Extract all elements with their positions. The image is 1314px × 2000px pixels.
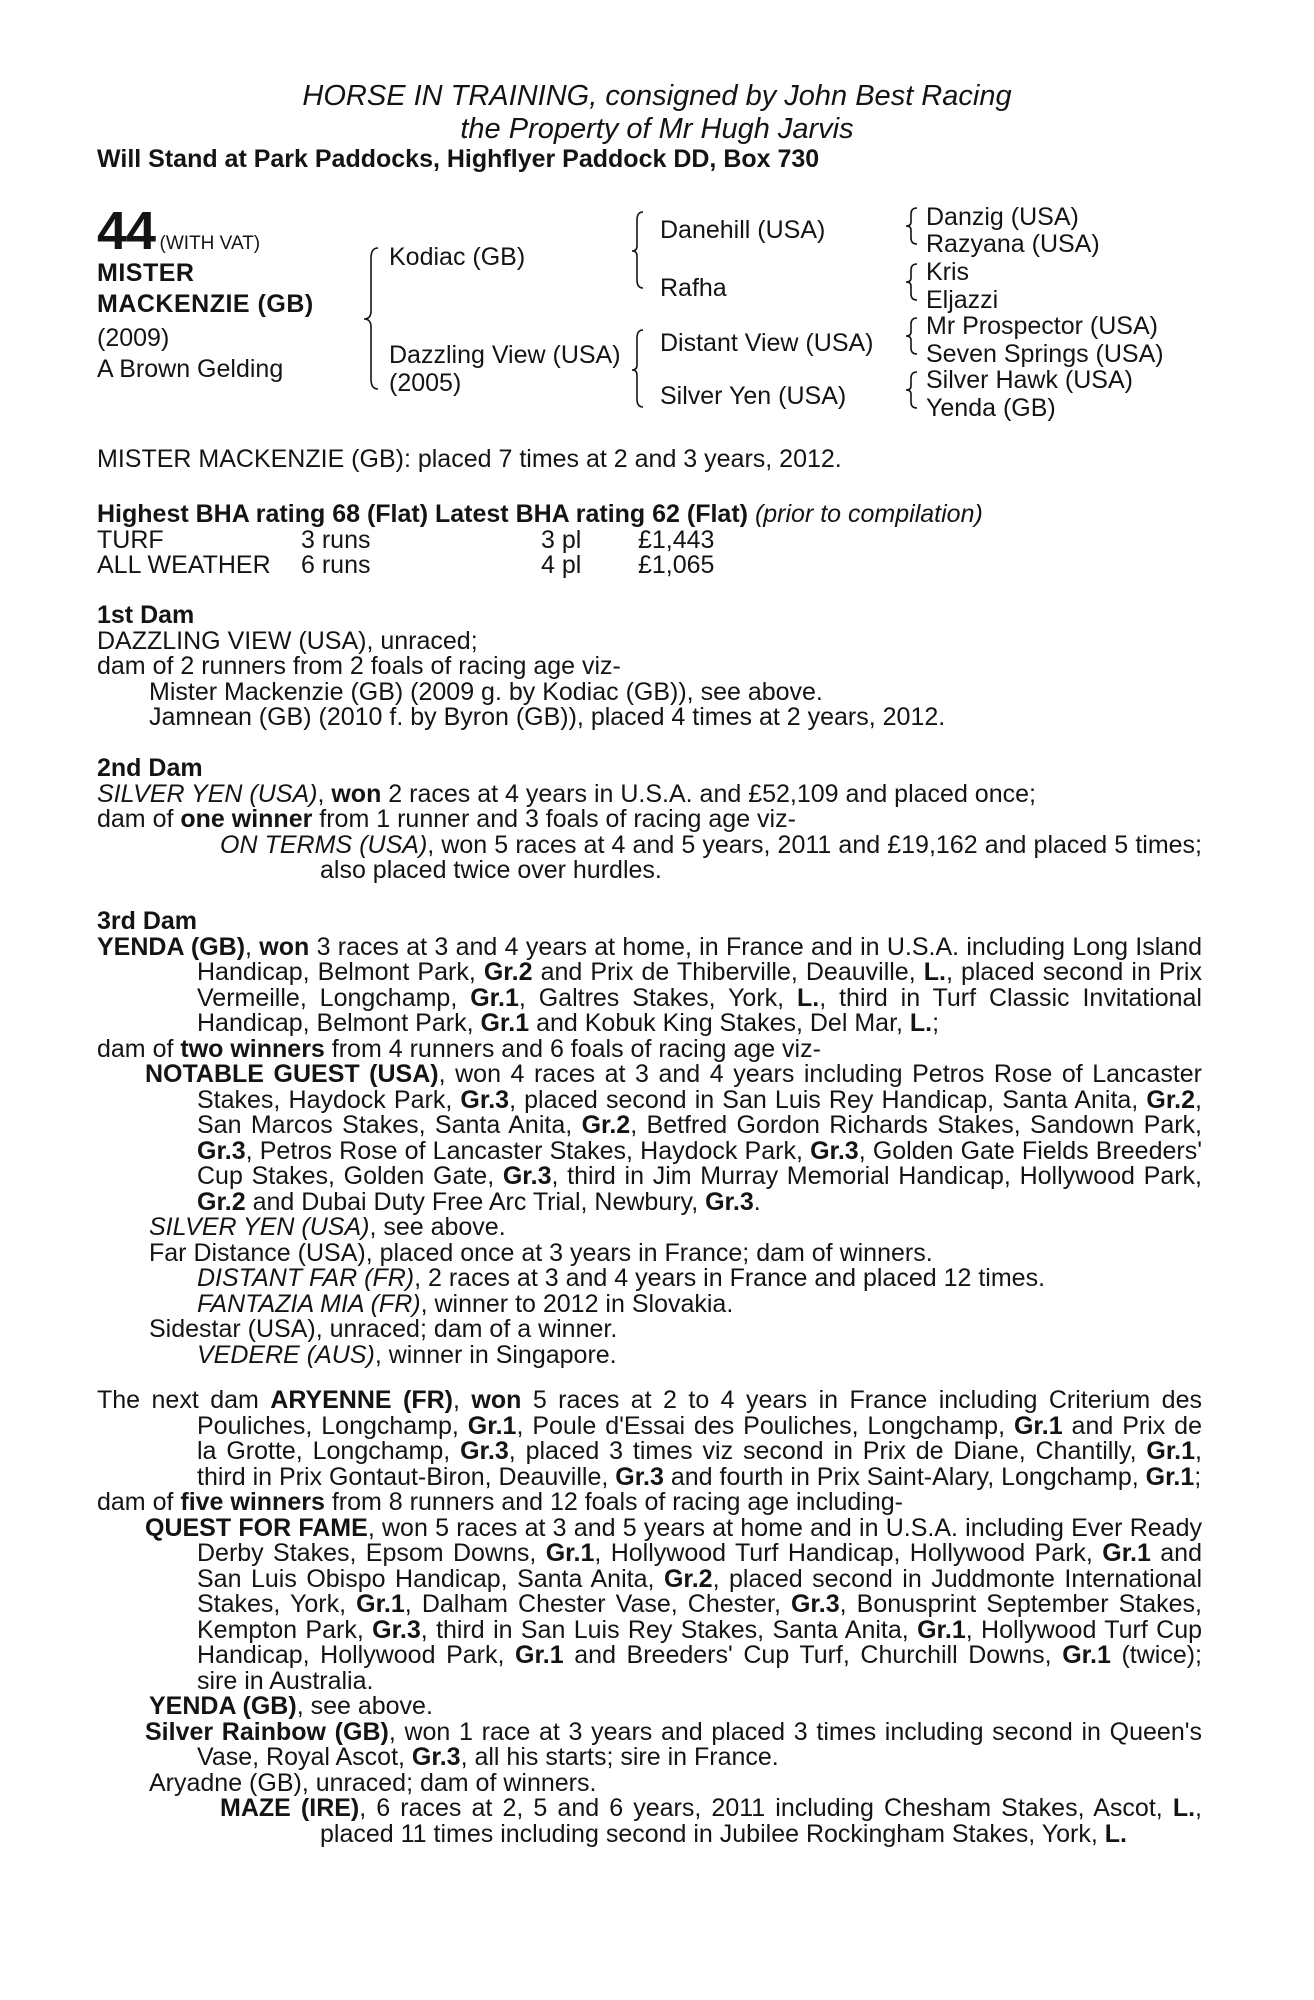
sire-sire: Danehill (USA) [660,216,826,244]
sire: Kodiac (GB) [389,243,526,271]
grandparent-6: Seven Springs (USA) [926,340,1164,368]
foaling-year: (2009) [97,324,170,352]
rating-runs: 6 runs [301,551,371,579]
dam-dam: Silver Yen (USA) [660,382,847,410]
lot-number: 44 [97,201,156,261]
rating-placed: 3 pl [541,526,582,554]
section-heading: 2nd Dam [97,754,203,782]
section-heading: 3rd Dam [97,907,198,935]
rating-surface: ALL WEATHER [97,551,271,579]
grandparent-8: Yenda (GB) [926,394,1056,422]
race-summary: MISTER MACKENZIE (GB): placed 7 times at 2 and 3 years, 2012. [97,445,842,473]
sire-dam: Rafha [660,274,727,302]
section-heading: 1st Dam [97,601,195,629]
second-dam-section: 2nd Dam SILVER YEN (USA), won 2 races at 4 years in U.S.A. and £52,109 and placed once; dam of one winner from 1 runner and 3 foals of racing age viz- ON TERMS (USA), won 5 races at 4 and 5 years, 2011 and £19,162 and placed 5 times; also placed twice over hurdles. [97,754,1202,884]
dam-sire: Distant View (USA) [660,329,874,357]
rating-prize: £1,065 [638,551,715,579]
third-dam-section: 3rd Dam YENDA (GB), won 3 races at 3 and 4 years at home, in France and in U.S.A. including Long Island Handicap, Belmont Park, Gr.2 and Prix de Thiberville, Deauville, L., placed second in Prix Vermeille, Longchamp, Gr.1, Galtres Stakes, York, L., third in Turf Classic Invitational Handicap, Belmont Park, Gr.1 and Kobuk King Stakes, Del Mar, L.; dam of two winners from 4 runners and 6 foals of racing age viz- NOTABLE GUEST (USA), won 4 races at 3 and 4 years including Petros Rose of Lancaster Stakes, Haydock Park, Gr.3, placed second in San Luis Rey Handicap, Santa Anita, Gr.2, San Marcos Stakes, Santa Anita, Gr.2, Betfred Gordon Richards Stakes, Sandown Park, Gr.3, Petros Rose of Lancaster Stakes, Haydock Park, Gr.3, Golden Gate Fields Breeders' Cup Stakes, Golden Gate, Gr.3, third in Jim Murray Memorial Handicap, Hollywood Park, Gr.2 and Dubai Duty Free Arc Trial, Newbury, Gr.3. SILVER YEN (USA), see above. Far Distance (USA), placed once at 3 years in France; dam of winners. DISTANT FAR (FR), 2 races at 3 and 4 years in France and placed 12 times. FANTAZIA MIA (FR), winner to 2012 in Slovakia. Sidestar (USA), unraced; dam of a winner. VEDERE (AUS), winner in Singapore. [97,907,1203,1369]
property-line: the Property of Mr Hugh Jarvis [460,113,854,145]
rating-placed: 4 pl [541,551,582,579]
grandparent-3: Kris [926,258,970,286]
first-dam-section: 1st Dam DAZZLING VIEW (USA), unraced; dam of 2 runners from 2 foals of racing age viz- Mister Mackenzie (GB) (2009 g. by Kodiac (GB)), see above. Jamnean (GB) (2010 f. by Byron (GB)), placed 4 times at 2 years, 2012. [97,603,1202,731]
horse-description: A Brown Gelding [97,355,284,383]
vat-label: (WITH VAT) [159,233,261,254]
grandparent-5: Mr Prospector (USA) [926,312,1158,340]
rating-prize: £1,443 [638,526,715,554]
horse-name: MISTER MACKENZIE (GB) [97,259,314,318]
rating-surface: TURF [97,526,164,554]
next-dam-section: The next dam ARYENNE (FR), won 5 races at 2 to 4 years in France including Criterium des Pouliches, Longchamp, Gr.1, Poule d'Essai des Pouliches, Longchamp, Gr.1 and Prix de la Grotte, Longchamp, Gr.3, placed 3 times viz second in Prix de Diane, Chantilly, Gr.1, third in Prix Gontaut-Biron, Deauville, Gr.3 and fourth in Prix Saint-Alary, Longchamp, Gr.1; dam of five winners from 8 runners and 12 foals of racing age including- QUEST FOR FAME, won 5 races at 3 and 5 years at home and in U.S.A. including Ever Ready Derby Stakes, Epsom Downs, Gr.1, Hollywood Turf Handicap, Hollywood Park, Gr.1 and San Luis Obispo Handicap, Santa Anita, Gr.2, placed second in Juddmonte International Stakes, York, Gr.1, Dalham Chester Vase, Chester, Gr.3, Bonusprint September Stakes, Kempton Park, Gr.3, third in San Luis Rey Stakes, Santa Anita, Gr.1, Hollywood Turf Cup Handicap, Hollywood Park, Gr.1 and Breeders' Cup Turf, Churchill Downs, Gr.1 (twice); sire in Australia. YENDA (GB), see above. Silver Rainbow (GB), won 1 race at 3 years and placed 3 times including second in Queen's Vase, Royal Ascot, Gr.3, all his starts; sire in France. Aryadne (GB), unraced; dam of winners. MAZE (IRE), 6 races at 2, 5 and 6 years, 2011 including Chesham Stakes, Ascot, L., placed 11 times including second in Jubilee Rockingham Stakes, York, L. [97,1386,1203,1848]
dam: Dazzling View (USA) [389,341,621,369]
consignor-line: HORSE IN TRAINING, consigned by John Best Racing [302,80,1012,112]
grandparent-1: Danzig (USA) [926,203,1079,231]
dam-year: (2005) [389,369,462,397]
rating-line: Highest BHA rating 68 (Flat) Latest BHA rating 62 (Flat) (prior to compilation) [97,500,983,528]
stand-location: Will Stand at Park Paddocks, Highflyer Paddock DD, Box 730 [97,145,820,173]
grandparent-2: Razyana (USA) [926,230,1100,258]
grandparent-4: Eljazzi [926,286,999,314]
rating-runs: 3 runs [301,526,371,554]
grandparent-7: Silver Hawk (USA) [926,366,1133,394]
